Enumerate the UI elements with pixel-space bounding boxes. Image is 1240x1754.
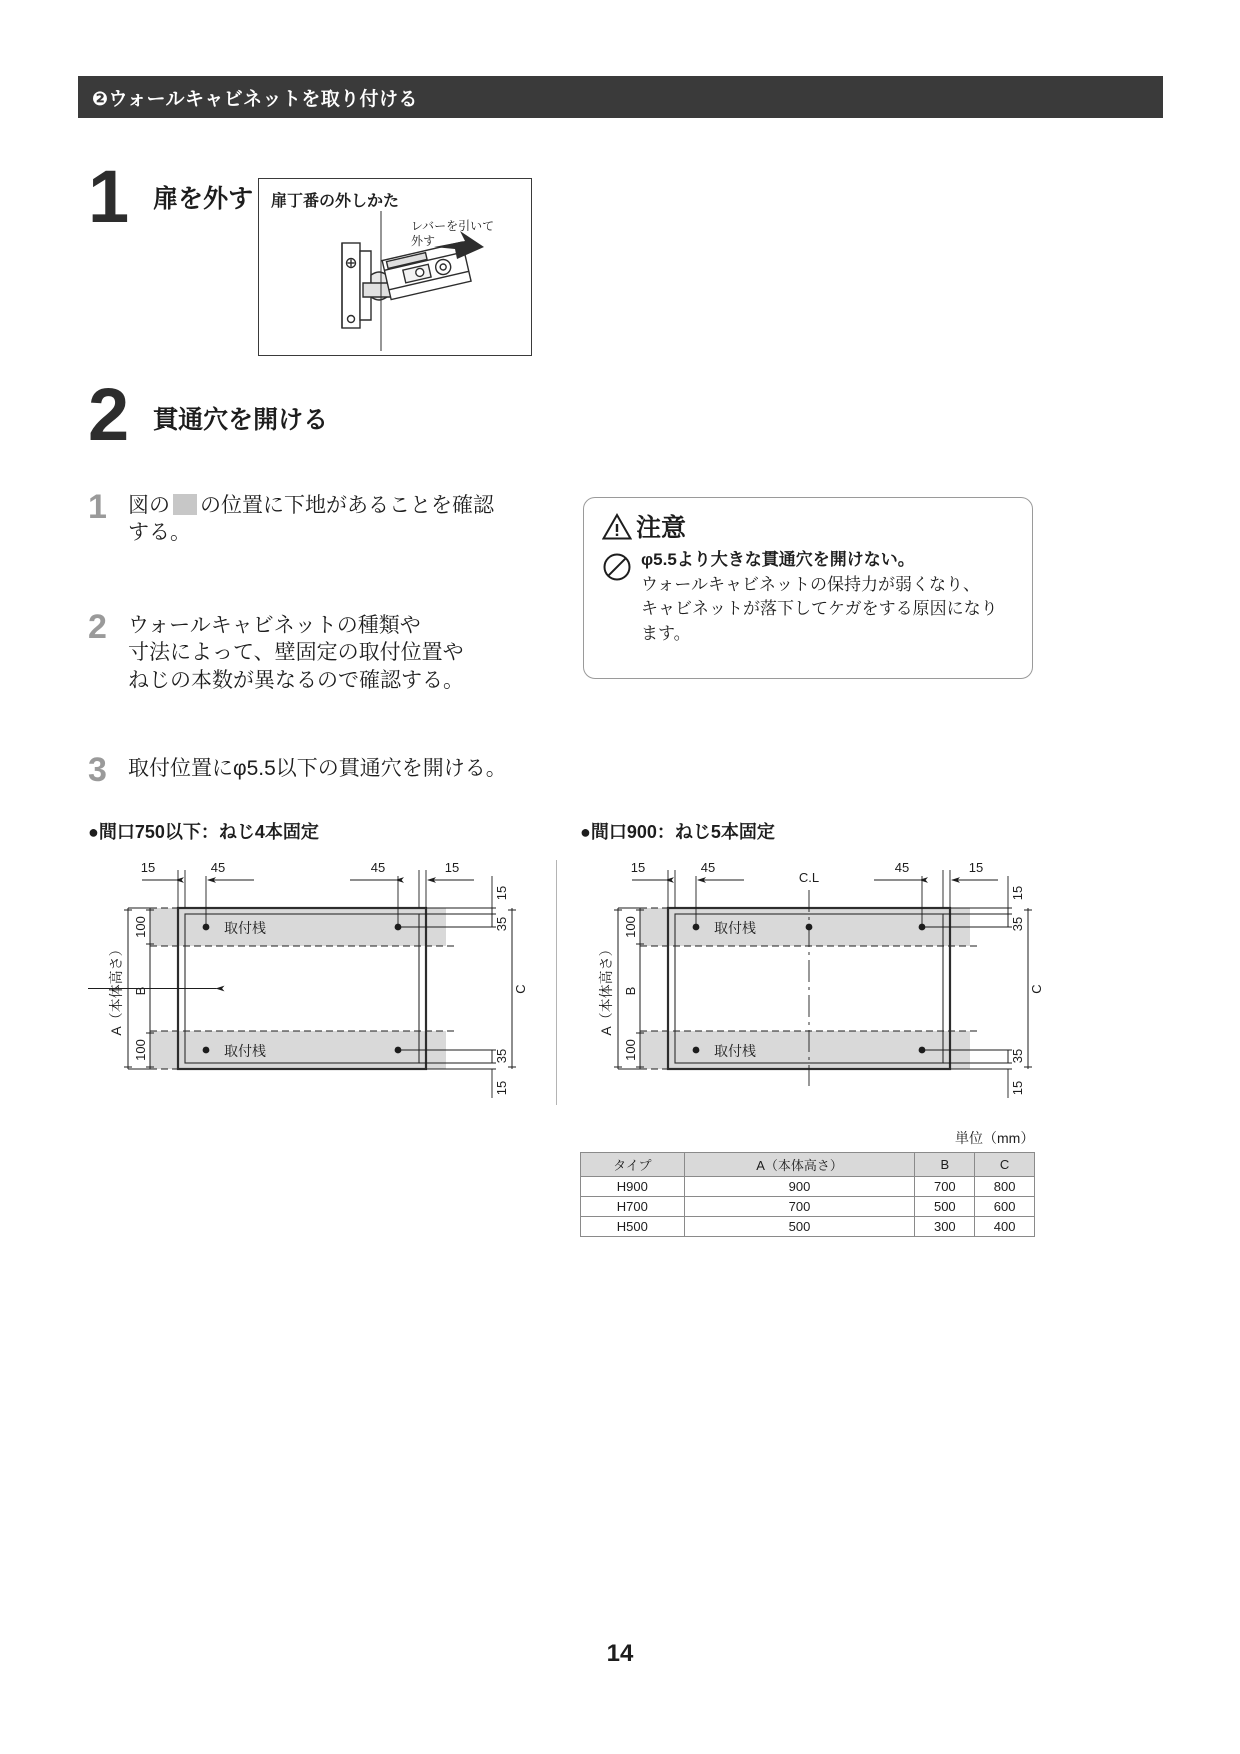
hinge-illustration-title: 扉丁番の外しかた <box>271 193 400 210</box>
left-top-dim-15a: 15 <box>140 860 156 875</box>
step-2 <box>88 373 329 456</box>
right-dim-100-bottom: 100 <box>623 1039 638 1061</box>
left-dim-C: C <box>513 984 528 994</box>
spec-header-b: B <box>915 1153 975 1177</box>
right-top-dim-45a: 45 <box>700 860 716 875</box>
prohibition-icon <box>602 552 632 582</box>
caution-line-2: キャビネットが落下してケガをする原因になり <box>641 599 998 619</box>
section-title: ❷ウォールキャビネットを取り付ける <box>92 88 418 110</box>
substep-2-line-1: ウォールキャビネットの種類や <box>128 614 421 637</box>
hinge-note-line-1: レバーを引いて <box>411 219 495 233</box>
left-top-dim-15b: 15 <box>444 860 460 875</box>
warning-triangle-icon <box>602 513 632 540</box>
substep-3-number: 3 <box>88 751 107 789</box>
left-rail-label-top: 取付桟 <box>224 920 266 936</box>
right-right-dim-15-top: 15 <box>1010 885 1025 901</box>
substep-1-number: 1 <box>88 488 107 526</box>
step-1-number: 1 <box>88 155 130 238</box>
left-right-dim-15-top: 15 <box>494 885 509 901</box>
left-diagram-caption: ●間口750以下：ねじ4本固定 <box>88 822 319 842</box>
caution-box <box>583 497 1033 679</box>
caution-body <box>641 548 1021 647</box>
substep-3 <box>88 751 578 789</box>
caution-strong-text: φ5.5より大きな貫通穴を開けない。 <box>641 550 915 569</box>
step-2-title: 貫通穴を開ける <box>153 406 329 434</box>
spec-cell-b: 700 <box>915 1177 975 1197</box>
spec-cell-type: H700 <box>581 1197 685 1217</box>
spec-cell-b: 300 <box>915 1217 975 1237</box>
substep-2-line-2: 寸法によって、壁固定の取付位置や <box>128 641 464 665</box>
spec-cell-type: H500 <box>581 1217 685 1237</box>
substep-2-line-3: ねじの本数が異なるので確認する。 <box>128 668 464 692</box>
spec-header-c: C <box>975 1153 1035 1177</box>
substep-1-text-after: の位置に下地があることを確認 <box>200 494 494 517</box>
hinge-illustration-box <box>258 178 532 356</box>
right-top-dim-15a: 15 <box>630 860 646 875</box>
left-rail-label-bottom: 取付桟 <box>224 1043 266 1059</box>
right-centerline-label: C.L <box>798 870 820 885</box>
right-right-dim-35-bottom: 35 <box>1010 1048 1025 1064</box>
spec-table-header-row <box>581 1153 1035 1177</box>
substep-2-text <box>128 612 464 694</box>
substep-2-number: 2 <box>88 608 107 646</box>
substep-1-text-before: 図の <box>128 494 170 517</box>
spec-header-a: A（本体高さ） <box>684 1153 915 1177</box>
spec-cell-a: 900 <box>684 1177 915 1197</box>
left-right-dim-35-bottom: 35 <box>494 1048 509 1064</box>
hinge-drawing <box>259 179 533 357</box>
hinge-note-line-2: 外す <box>411 234 436 248</box>
table-row <box>581 1177 1035 1197</box>
spec-cell-c: 400 <box>975 1217 1035 1237</box>
left-top-dim-45b: 45 <box>370 860 386 875</box>
page-number: 14 <box>606 1640 634 1667</box>
substep-1-text-line2: する。 <box>128 521 191 545</box>
spec-cell-c: 600 <box>975 1197 1035 1217</box>
spec-cell-c: 800 <box>975 1177 1035 1197</box>
left-right-dim-35-top: 35 <box>494 916 509 932</box>
spec-cell-type: H900 <box>581 1177 685 1197</box>
spec-cell-b: 500 <box>915 1197 975 1217</box>
caution-heading <box>602 508 686 544</box>
right-dim-B: B <box>623 986 638 996</box>
step-2-number: 2 <box>88 373 130 456</box>
substep-2 <box>88 608 558 694</box>
ground-position-swatch-icon <box>173 494 197 515</box>
right-rail-label-bottom: 取付桟 <box>714 1043 756 1059</box>
right-rail-label-top: 取付桟 <box>714 920 756 936</box>
units-label: 単位（mm） <box>955 1130 1035 1146</box>
spec-cell-a: 700 <box>684 1197 915 1217</box>
left-dim-100-bottom: 100 <box>133 1039 148 1061</box>
substep-3-text: 取付位置にφ5.5以下の貫通穴を開ける。 <box>128 757 507 780</box>
right-diagram-caption: ●間口900：ねじ5本固定 <box>580 822 775 842</box>
left-dim-A-overall: A（本体高さ） <box>108 942 124 1036</box>
table-row <box>581 1197 1035 1217</box>
caution-heading-text: 注意 <box>636 514 687 542</box>
spec-table <box>580 1152 1035 1237</box>
left-dim-100-top: 100 <box>133 916 148 938</box>
caution-line-1: ウォールキャビネットの保持力が弱くなり、 <box>641 574 980 594</box>
section-header-bar <box>78 76 1163 118</box>
right-right-dim-15-bottom: 15 <box>1010 1080 1025 1096</box>
right-dim-C: C <box>1029 984 1044 994</box>
mounting-rail-bands-right <box>640 908 970 1069</box>
spec-cell-a: 500 <box>684 1217 915 1237</box>
spec-header-type: タイプ <box>581 1153 685 1177</box>
substep-1 <box>88 488 558 547</box>
left-right-dim-15-bottom: 15 <box>494 1080 509 1096</box>
right-dim-A-overall: A（本体高さ） <box>598 942 614 1036</box>
step-1 <box>88 155 254 238</box>
left-top-dim-45a: 45 <box>210 860 226 875</box>
substep-1-text <box>128 492 494 547</box>
right-cabinet-diagram <box>578 848 1048 1108</box>
step-1-title: 扉を外す <box>153 185 254 213</box>
right-dim-100-top: 100 <box>623 916 638 938</box>
right-right-dim-35-top: 35 <box>1010 916 1025 932</box>
right-top-dim-15b: 15 <box>968 860 984 875</box>
table-row <box>581 1217 1035 1237</box>
right-top-dim-45b: 45 <box>894 860 910 875</box>
left-cabinet-diagram <box>88 848 558 1108</box>
caution-line-3: ます。 <box>641 623 691 643</box>
left-dim-B: B <box>133 986 148 996</box>
